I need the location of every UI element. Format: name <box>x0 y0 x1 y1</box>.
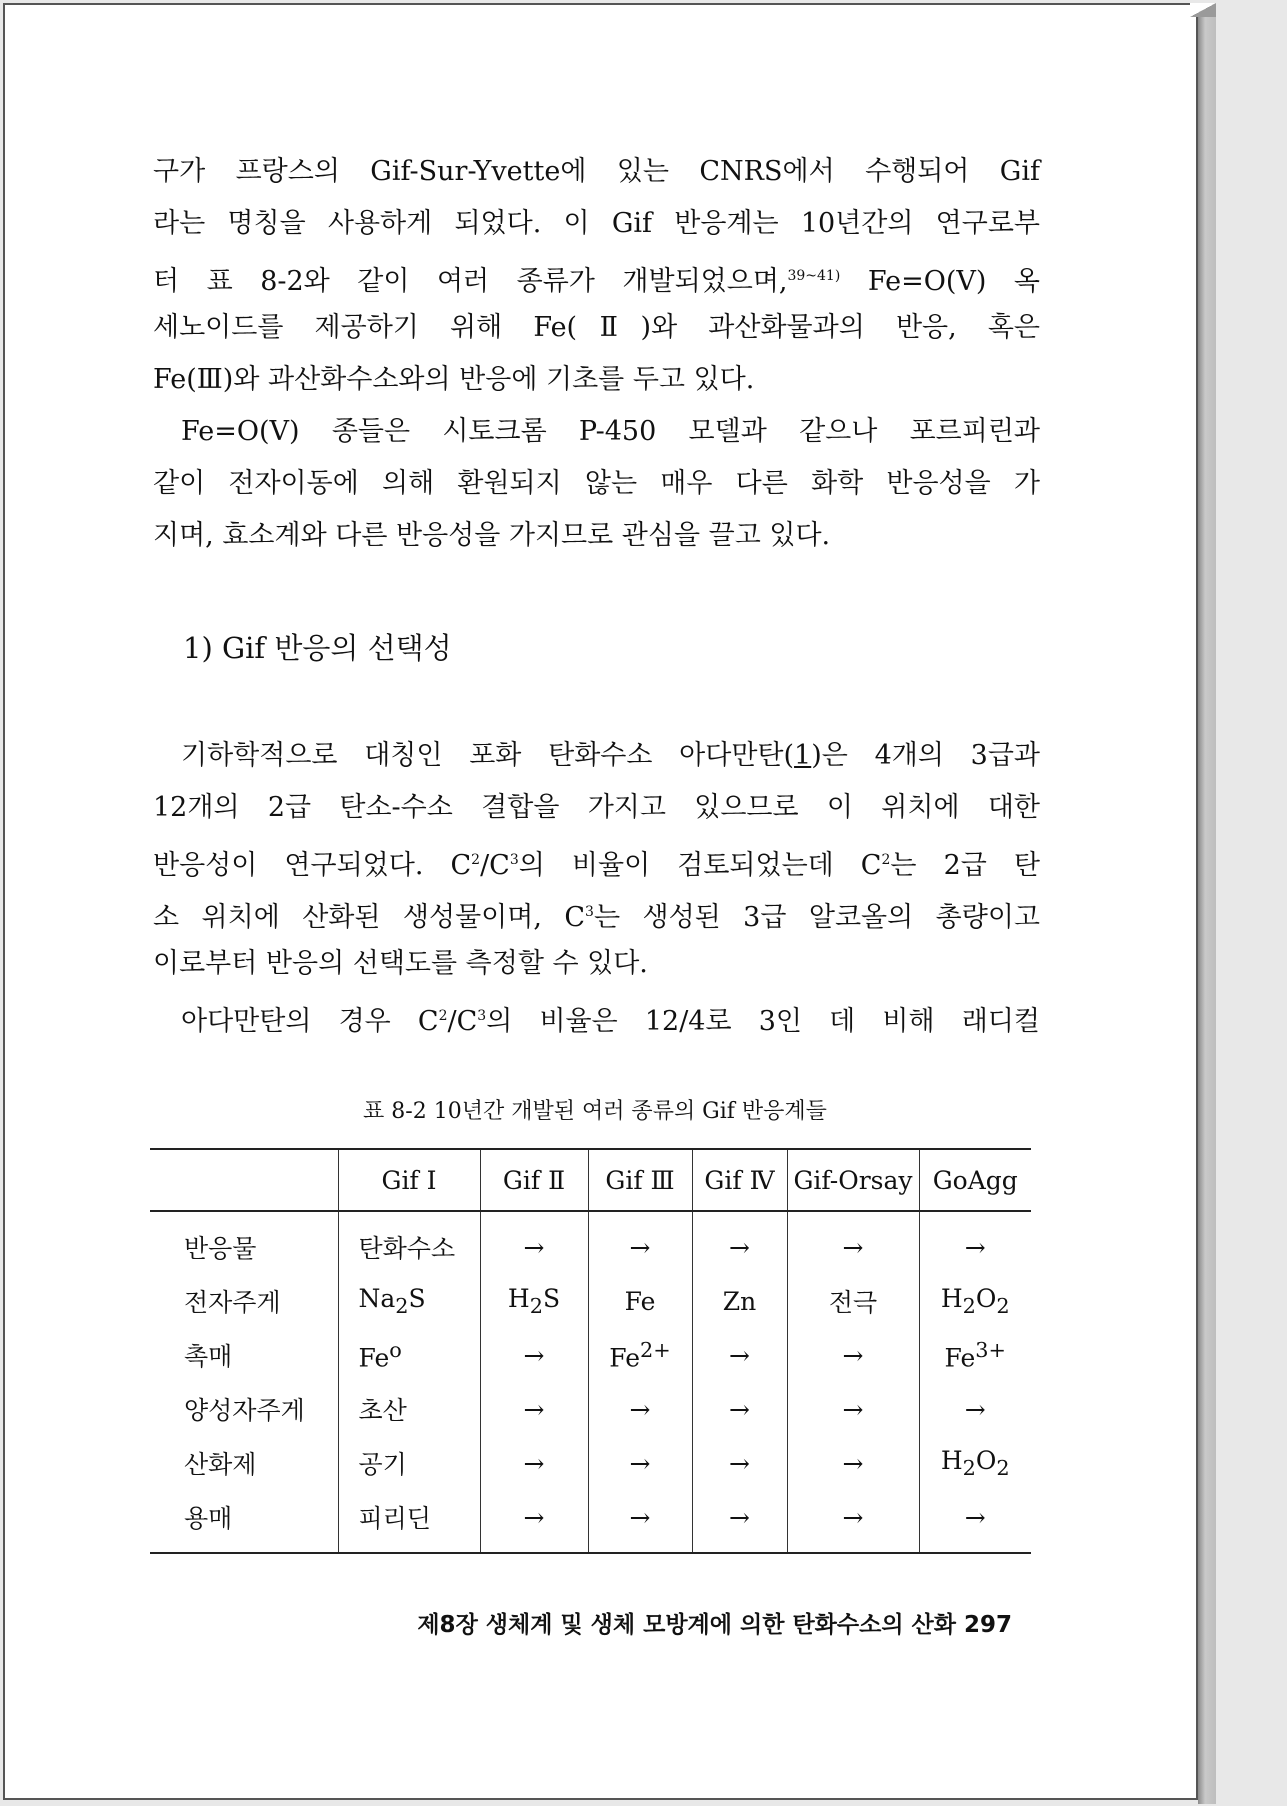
text-segment: S <box>408 1284 426 1313</box>
text-line: 같이 전자이동에 의해 환원되지 않는 매우 다른 화학 반응성을 가 <box>153 468 1040 499</box>
table-caption: 표 8-2 10년간 개발된 여러 종류의 Gif 반응계들 <box>363 1099 827 1124</box>
arrow-cell: → <box>692 1211 787 1274</box>
section-title: 1) Gif 반응의 선택성 <box>183 631 452 665</box>
table-row <box>150 1328 1031 1382</box>
text-segment: 반응성이 연구되었다. C <box>153 850 472 881</box>
text-segment: Fe <box>609 1343 641 1373</box>
row-label: 양성자주게 <box>184 1396 305 1425</box>
compound-number: 1 <box>794 740 812 771</box>
arrow-cell: → <box>588 1382 692 1436</box>
arrow-cell: → <box>588 1490 692 1553</box>
row-label: 용매 <box>184 1504 233 1533</box>
arrow-cell: → <box>787 1211 919 1274</box>
arrow-cell: → <box>787 1436 919 1490</box>
arrow-cell: → <box>919 1211 1031 1274</box>
text-segment: 의 비율은 12/4로 3인 데 비해 래디컬 <box>486 1006 1040 1037</box>
text-segment: 기하학적으로 대칭인 포화 탄화수소 아다만탄( <box>181 740 795 771</box>
text-line: 지며, 효소계와 다른 반응성을 가지므로 관심을 끌고 있다. <box>153 520 831 551</box>
text-segment: O <box>975 1284 997 1313</box>
subscript: 2 <box>962 1456 976 1480</box>
superscript: 2 <box>471 852 481 868</box>
superscript: 2 <box>881 852 891 868</box>
text-line: Fe(Ⅲ)와 과산화수소와의 반응에 기초를 두고 있다. <box>153 364 755 395</box>
page-footer: 제8장 생체계 및 생체 모방계에 의한 탄화수소의 산화 297 <box>417 1612 1012 1638</box>
subscript: 2 <box>395 1294 409 1318</box>
text-segment: Fe=O(V) 옥 <box>840 266 1040 297</box>
text-segment: 터 표 8-2와 같이 여러 종류가 개발되었으며, <box>153 266 788 297</box>
text-line <box>153 250 1040 302</box>
table-cell: Fe <box>588 1274 692 1328</box>
table-cell <box>480 1274 588 1328</box>
table-header-cell: Gif Ⅲ <box>588 1149 692 1211</box>
table-header-row <box>150 1149 1031 1211</box>
table-row <box>150 1274 1031 1328</box>
paragraph-4 <box>153 990 1040 1042</box>
table-row <box>150 1211 1031 1274</box>
arrow-cell: → <box>692 1328 787 1382</box>
row-label: 촉매 <box>184 1342 233 1371</box>
row-label: 반응물 <box>184 1234 257 1263</box>
superscript: 2+ <box>640 1337 671 1362</box>
table-cell <box>338 1274 480 1328</box>
paragraph-1 <box>153 146 1040 406</box>
table-header-cell: Gif Ⅳ <box>692 1149 787 1211</box>
text-segment: 는 2급 탄 <box>890 850 1040 881</box>
text-segment: )은 4개의 3급과 <box>811 740 1041 771</box>
table-cell: 공기 <box>338 1436 480 1490</box>
table-cell <box>338 1328 480 1382</box>
text-segment: H <box>940 1446 963 1475</box>
table-cell <box>919 1436 1031 1490</box>
text-segment: 는 생성된 3급 알코올의 총량이고 <box>593 902 1040 933</box>
text-segment: 아다만탄의 경우 C <box>181 1006 439 1037</box>
text-line: 이로부터 반응의 선택도를 측정할 수 있다. <box>153 948 648 979</box>
superscript: o <box>389 1337 402 1362</box>
superscript: 3 <box>585 904 594 920</box>
arrow-cell: → <box>588 1211 692 1274</box>
page-corner <box>1190 3 1216 17</box>
text-line: 라는 명칭을 사용하게 되었다. 이 Gif 반응계는 10년간의 연구로부 <box>153 208 1040 239</box>
table-cell <box>919 1274 1031 1328</box>
arrow-cell: → <box>588 1436 692 1490</box>
text-line <box>153 730 1040 782</box>
table-header-cell: GoAgg <box>919 1149 1031 1211</box>
table-row <box>150 1436 1031 1490</box>
text-segment: 의 비율이 검토되었는데 C <box>518 850 882 881</box>
table-header-cell <box>150 1149 338 1211</box>
arrow-cell: → <box>787 1382 919 1436</box>
text-line <box>153 990 1040 1042</box>
table-header-cell: Gif Ⅰ <box>338 1149 480 1211</box>
table-cell <box>588 1328 692 1382</box>
table-cell: 전극 <box>787 1274 919 1328</box>
table-header-cell: Gif-Orsay <box>787 1149 919 1211</box>
subscript: 2 <box>529 1294 543 1318</box>
arrow-cell: → <box>480 1490 588 1553</box>
reference-superscript: 39~41) <box>787 268 841 284</box>
superscript: 3 <box>477 1008 487 1024</box>
paragraph-2 <box>153 406 1040 562</box>
text-segment: 소 위치에 산화된 생성물이며, C <box>153 902 586 933</box>
arrow-cell: → <box>787 1328 919 1382</box>
row-label: 산화제 <box>184 1450 257 1479</box>
table-cell <box>919 1328 1031 1382</box>
paragraph-3 <box>153 730 1040 990</box>
arrow-cell: → <box>692 1490 787 1553</box>
text-segment: H <box>507 1284 530 1313</box>
table-cell: 피리딘 <box>338 1490 480 1553</box>
text-line: Fe=O(V) 종들은 시토크롬 P-450 모델과 같으나 포르피린과 <box>181 416 1040 447</box>
table-cell: 탄화수소 <box>338 1211 480 1274</box>
arrow-cell: → <box>480 1382 588 1436</box>
superscript: 2 <box>438 1008 448 1024</box>
table-row <box>150 1382 1031 1436</box>
text-segment: Na <box>358 1284 396 1313</box>
text-segment: S <box>542 1284 561 1313</box>
arrow-cell: → <box>692 1382 787 1436</box>
text-segment: /C <box>480 850 510 881</box>
page-stack-edge <box>1198 14 1216 1804</box>
arrow-cell: → <box>480 1436 588 1490</box>
gif-systems-table <box>150 1148 1031 1554</box>
superscript: 3+ <box>975 1337 1006 1362</box>
text-segment: Fe <box>358 1343 390 1373</box>
table-header-cell: Gif Ⅱ <box>480 1149 588 1211</box>
table-row <box>150 1490 1031 1553</box>
arrow-cell: → <box>480 1211 588 1274</box>
text-line: 구가 프랑스의 Gif-Sur-Yvette에 있는 CNRS에서 수행되어 Gif <box>153 156 1040 187</box>
arrow-cell: → <box>919 1490 1031 1553</box>
text-line <box>153 834 1040 886</box>
text-segment: Fe <box>944 1343 976 1373</box>
text-segment: /C <box>447 1006 478 1037</box>
arrow-cell: → <box>480 1328 588 1382</box>
subscript: 2 <box>962 1294 976 1318</box>
arrow-cell: → <box>787 1490 919 1553</box>
subscript: 2 <box>996 1456 1010 1480</box>
text-line: 12개의 2급 탄소-수소 결합을 가지고 있으므로 이 위치에 대한 <box>153 792 1040 823</box>
table-cell: 초산 <box>338 1382 480 1436</box>
arrow-cell: → <box>692 1436 787 1490</box>
row-label: 전자주게 <box>184 1288 281 1317</box>
superscript: 3 <box>509 852 519 868</box>
text-line <box>153 886 1040 938</box>
table-cell: Zn <box>692 1274 787 1328</box>
arrow-cell: → <box>919 1382 1031 1436</box>
text-segment: O <box>975 1446 997 1475</box>
subscript: 2 <box>996 1294 1010 1318</box>
text-line: 세노이드를 제공하기 위해 Fe(Ⅱ)와 과산화물과의 반응, 혹은 <box>153 312 1040 343</box>
text-segment: H <box>940 1284 963 1313</box>
